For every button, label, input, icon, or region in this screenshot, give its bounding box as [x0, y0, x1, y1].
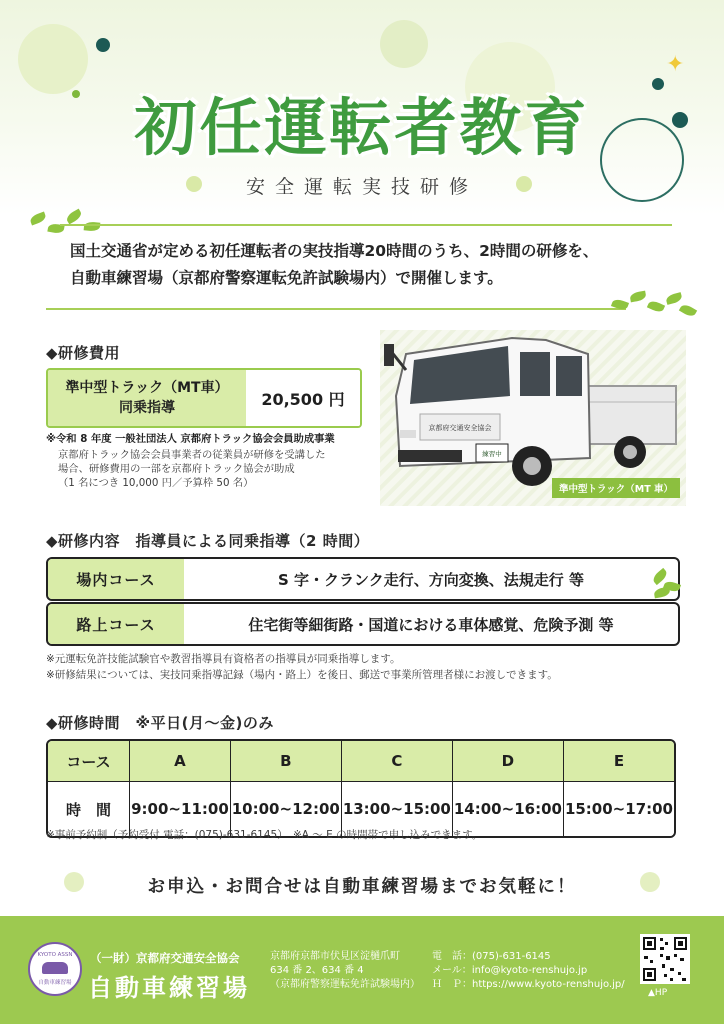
fee-label-line: 準中型トラック（MT車）	[65, 380, 229, 396]
schedule-course: E	[564, 741, 674, 782]
logo-top-text: KYOTO ASSN	[37, 952, 73, 958]
divider	[46, 308, 626, 310]
contact-hp	[432, 978, 625, 992]
schedule-header-row	[48, 741, 674, 782]
sparkle-icon: ✦	[666, 52, 685, 77]
schedule-header-label: コース	[48, 741, 130, 782]
logo-bottom-text: 自動車練習場	[38, 980, 72, 986]
fee-amount: 20,500 円	[246, 370, 360, 426]
intro-line: 国土交通省が定める初任運転者の実技指導20時間のうち、2時間の研修を、	[70, 242, 599, 260]
truck-plate-text: 練習中	[482, 450, 502, 458]
decor-dot	[96, 38, 110, 52]
tel-value[interactable]: (075)-631-6145	[472, 951, 551, 962]
fee-note-line: （1 名につき 10,000 円／予算枠 50 名）	[58, 477, 254, 489]
footer-org: （一財）京都府交通安全協会	[90, 951, 240, 965]
contact-tel	[432, 950, 625, 964]
footer-address	[270, 950, 420, 992]
hp-label: Ｈ Ｐ：	[432, 979, 472, 990]
fee-box	[46, 368, 362, 428]
tel-label: 電 話：	[432, 951, 472, 962]
address-line: （京都府警察運転免許試験場内）	[270, 979, 420, 990]
footer	[0, 916, 724, 1024]
content-heading: ◆研修内容 指導員による同乗指導（2 時間）	[46, 532, 370, 550]
hp-link[interactable]: https://www.kyoto-renshujo.jp/	[472, 979, 625, 990]
schedule-time: 13:00~15:00	[342, 782, 453, 836]
schedule-course: B	[231, 741, 342, 782]
schedule-time: 9:00~11:00	[130, 782, 231, 836]
schedule-course: C	[342, 741, 453, 782]
schedule-time: 15:00~17:00	[564, 782, 674, 836]
fee-note	[58, 448, 326, 490]
intro-text	[70, 238, 670, 292]
footer-facility-name: 自動車練習場	[88, 973, 250, 1002]
course-row	[46, 557, 680, 601]
schedule-row-label: 時 間	[48, 782, 130, 836]
fee-note-line: 場合、研修費用の一部を京都府トラック協会が助成	[58, 463, 295, 475]
content-note: ※元運転免許技能試験官や教習指導員有資格者の指導員が同乗指導します。	[46, 653, 401, 665]
fee-label	[48, 370, 246, 426]
divider	[60, 224, 672, 226]
course-description: S 字・クランク走行、方向変換、法規走行 等	[278, 570, 584, 589]
schedule-heading: ◆研修時間 ※平日(月～金)のみ	[46, 714, 274, 732]
footer-contact	[432, 950, 625, 992]
schedule-course: D	[453, 741, 564, 782]
truck-door-text: 京都府交通安全協会	[428, 424, 492, 432]
org-logo	[28, 942, 82, 996]
course-label: 場内コース	[48, 559, 184, 599]
photo-caption: 準中型トラック（MT 車）	[552, 478, 680, 498]
intro-line: 自動車練習場（京都府警察運転免許試験場内）で開催します。	[70, 269, 503, 287]
fee-label-line: 同乗指導	[119, 400, 175, 416]
schedule-course: A	[130, 741, 231, 782]
page-title: 初任運転者教育	[134, 91, 590, 164]
content-note: ※研修結果については、実技同乗指導記録（場内・路上）を後日、郵送で事業所管理者様にお渡しできます。	[46, 669, 558, 681]
schedule-note: ※事前予約制（予約受付 電話：(075)-631-6145） ※A ～ E の時間帯で申し込みできます。	[46, 829, 483, 841]
fee-heading: ◆研修費用	[46, 344, 121, 362]
course-description: 住宅街等細街路・国道における車体感覚、危険予測 等	[248, 615, 614, 634]
course-label: 路上コース	[48, 604, 184, 644]
fee-note-title: ※令和 8 年度 一般社団法人 京都府トラック協会会員助成事業	[46, 433, 335, 445]
truck-photo	[380, 330, 686, 506]
mail-label: メール：	[432, 965, 472, 976]
course-row	[46, 602, 680, 646]
schedule-table	[46, 739, 676, 838]
mail-link[interactable]: info@kyoto-renshujo.jp	[471, 965, 588, 976]
address-line: 京都府京都市伏見区淀樋爪町	[270, 951, 400, 962]
schedule-time: 10:00~12:00	[231, 782, 342, 836]
decor-circle	[380, 20, 428, 68]
address-line: 634 番 2、634 番 4	[270, 965, 364, 976]
schedule-time: 14:00~16:00	[453, 782, 564, 836]
car-icon	[42, 962, 68, 974]
fee-note-line: 京都府トラック協会会員事業者の従業員が研修を受講した	[58, 449, 326, 461]
page-subtitle: 安全運転実技研修	[245, 176, 478, 198]
qr-code-icon[interactable]	[640, 934, 690, 984]
contact-mail	[432, 964, 625, 978]
qr-caption: ▲HP	[648, 988, 668, 998]
call-to-action: お申込・お問合せは自動車練習場までお気軽に！	[147, 877, 577, 897]
